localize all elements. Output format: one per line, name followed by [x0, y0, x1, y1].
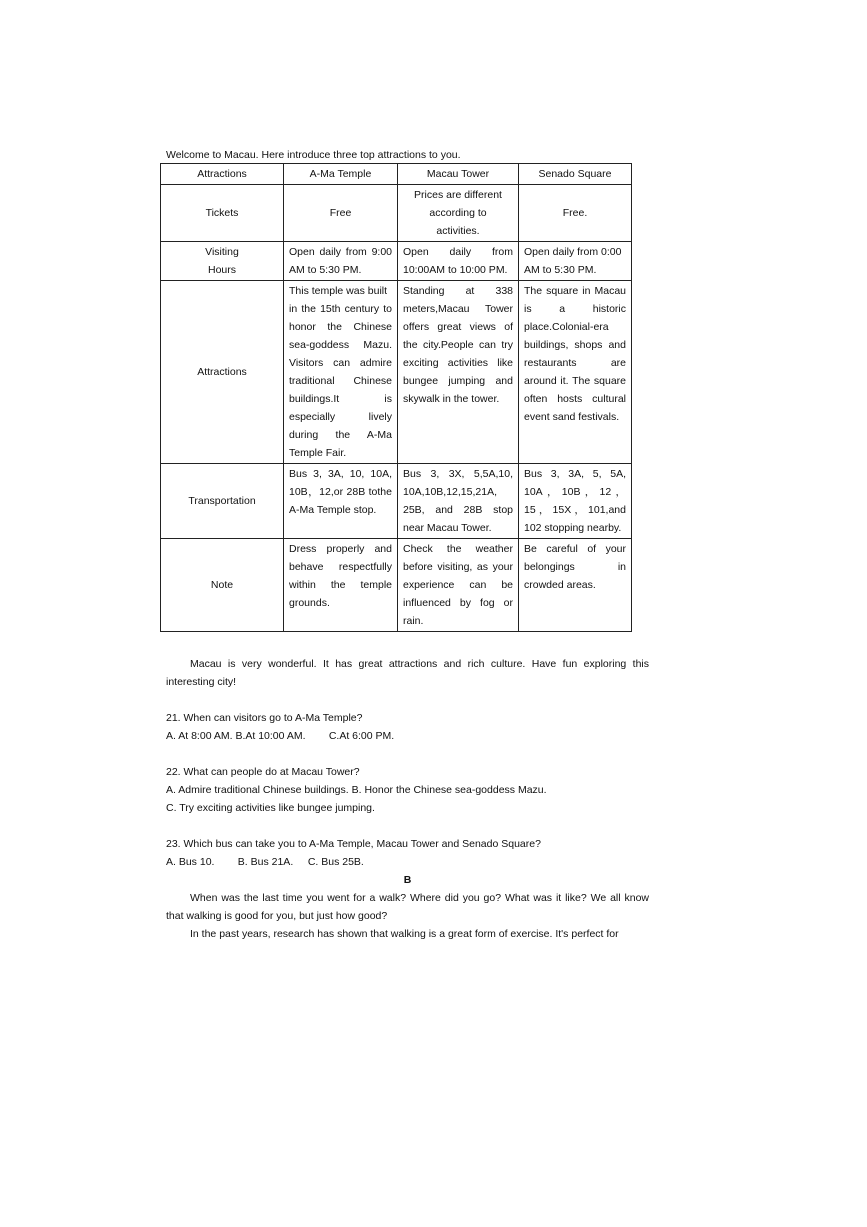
- table-cell: Bus 3, 3X, 5,5A,10, 10A,10B,12,15,21A, 25B, and 28B stop near Macau Tower.: [398, 464, 519, 539]
- question-21-options: A. At 8:00 AM. B.At 10:00 AM. C.At 6:00 PM.: [166, 730, 395, 742]
- header-cell: Attractions: [161, 164, 284, 185]
- header-cell: A-Ma Temple: [284, 164, 398, 185]
- table-cell: Open daily from 0:00 AM to 5:30 PM.: [519, 242, 632, 281]
- table-row-attractions: [161, 281, 632, 464]
- table-cell: Open daily from 10:00AM to 10:00 PM.: [398, 242, 519, 281]
- closing-paragraph: Macau is very wonderful. It has great attractions and rich culture. Have fun exploring this interesting city!: [166, 658, 649, 688]
- table-row-transportation: [161, 464, 632, 539]
- table-cell: Standing at 338 meters,Macau Tower offers great views of the city.People can try exciting activities like bungee jumping and skywalk in the tower.: [398, 281, 519, 464]
- table-row-note: [161, 539, 632, 632]
- header-cell: Macau Tower: [398, 164, 519, 185]
- row-label: Transportation: [161, 464, 284, 539]
- table-cell: Dress properly and behave respectfully within the temple grounds.: [284, 539, 398, 632]
- row-label: Attractions: [161, 281, 284, 464]
- attractions-table: [160, 163, 632, 632]
- question-22-options: A. Admire traditional Chinese buildings. B. Honor the Chinese sea-goddess Mazu.: [166, 784, 547, 796]
- table-cell: Be careful of your belongings in crowded areas.: [519, 539, 632, 632]
- table-cell: Free: [284, 185, 398, 242]
- table-cell: The square in Macau is a historic place.Colonial-era buildings, shops and restaurants are around it. The square often hosts cultural event sand festivals.: [519, 281, 632, 464]
- section-b-heading: B: [403, 874, 412, 886]
- header-cell: Senado Square: [519, 164, 632, 185]
- question-22-stem: 22. What can people do at Macau Tower?: [166, 766, 360, 778]
- table-cell: Check the weather before visiting, as your experience can be influenced by fog or rain.: [398, 539, 519, 632]
- section-b-paragraph-1: When was the last time you went for a walk? Where did you go? What was it like? We all know that walking is good for you, but just how good?: [166, 892, 649, 922]
- table-row-hours: [161, 242, 632, 281]
- table-cell: Bus 3, 3A, 10, 10A, 10B，12,or 28B tothe A-Ma Temple stop.: [284, 464, 398, 539]
- table-cell: Prices are different according to activities.: [398, 185, 519, 242]
- row-label: Note: [161, 539, 284, 632]
- row-label: Visiting Hours: [161, 242, 284, 281]
- row-label: Tickets: [161, 185, 284, 242]
- table-header-row: [161, 164, 632, 185]
- table-cell: Bus 3, 3A, 5, 5A, 10A，10B，12，15，15X，101,and 102 stopping nearby.: [519, 464, 632, 539]
- table-cell: Open daily from 9:00 AM to 5:30 PM.: [284, 242, 398, 281]
- question-23-options: A. Bus 10. B. Bus 21A. C. Bus 25B.: [166, 856, 364, 868]
- table-cell: This temple was built in the 15th century to honor the Chinese sea-goddess Mazu. Visitors can admire traditional Chinese buildings.It is especially lively during the A-Ma Temple Fair.: [284, 281, 398, 464]
- intro-text: Welcome to Macau. Here introduce three top attractions to you.: [166, 149, 461, 161]
- section-b-paragraph-2: In the past years, research has shown that walking is a great form of exercise. It's perfect for: [190, 928, 619, 940]
- table-row-tickets: [161, 185, 632, 242]
- question-22-options-2: C. Try exciting activities like bungee jumping.: [166, 802, 375, 814]
- question-23-stem: 23. Which bus can take you to A-Ma Temple, Macau Tower and Senado Square?: [166, 838, 541, 850]
- question-21-stem: 21. When can visitors go to A-Ma Temple?: [166, 712, 363, 724]
- table-cell: Free.: [519, 185, 632, 242]
